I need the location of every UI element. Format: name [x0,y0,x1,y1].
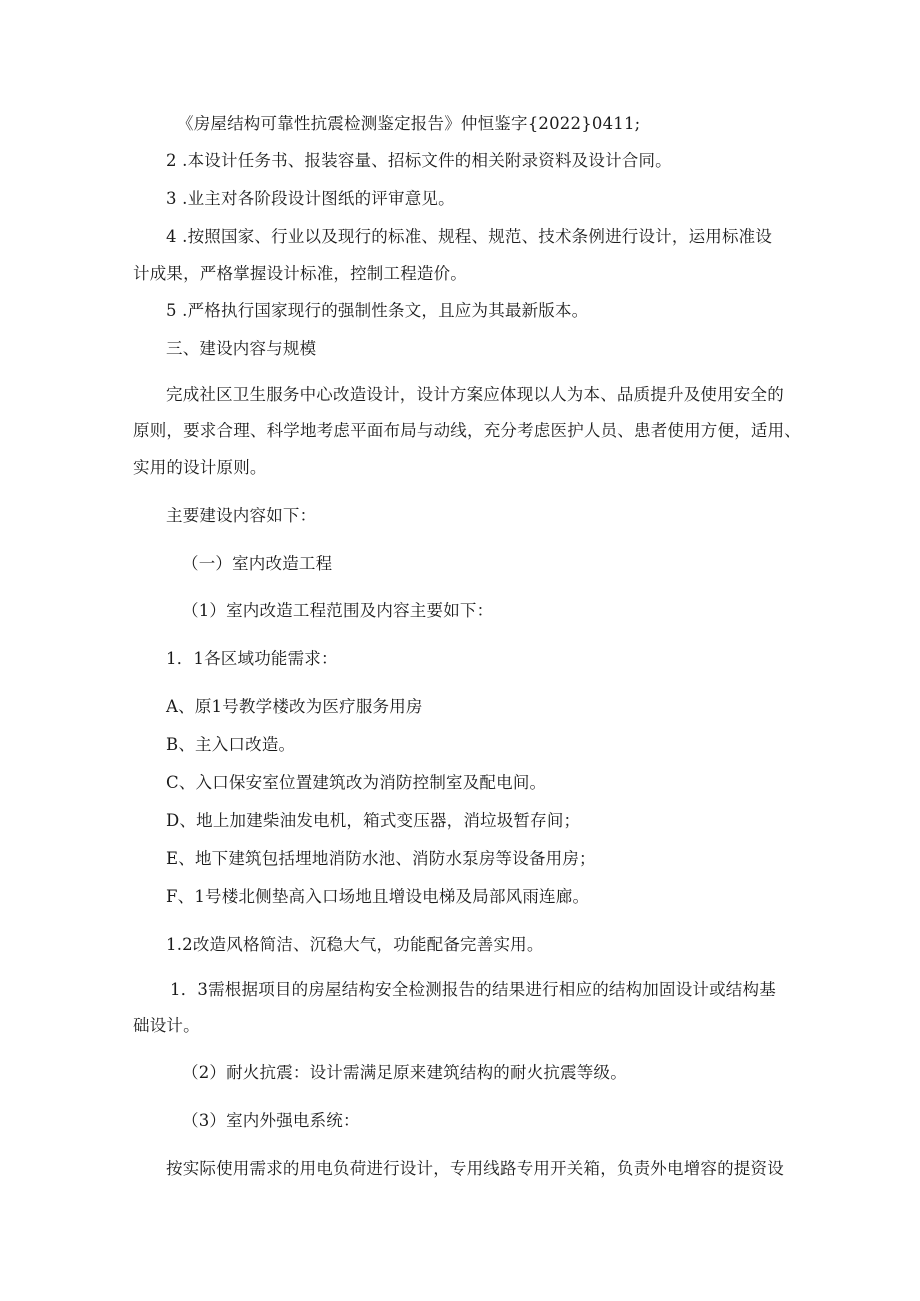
list-item: D、地上加建柴油发电机，箱式变压器，消垃圾暂存间； [166,811,581,830]
paragraph-line: 实用的设计原则。 [133,458,267,477]
paragraph-line: 原则，要求合理、科学地考虑平面布局与动线，充分考虑医护人员、患者使用方便，适用、 [133,421,801,440]
structure-requirement-line: 1．3需根据项目的房屋结构安全检测报告的结果进行相应的结构加固设计或结构基 [170,980,776,999]
style-requirement-line: 1.2改造风格简洁、沉稳大气，功能配备完善实用。 [166,935,544,954]
item-4-continuation: 计成果，严格掌握设计标准，控制工程造价。 [133,264,467,283]
structure-requirement-continuation: 础设计。 [133,1016,200,1035]
reference-report-line: 《房屋结构可靠性抗震检测鉴定报告》仲恒鉴字{2022}0411; [177,114,641,133]
paragraph-line: 完成社区卫生服务中心改造设计，设计方案应体现以人为本、品质提升及使用安全的 [166,385,784,404]
list-item: C、入口保安室位置建筑改为消防控制室及配电间。 [166,773,547,792]
scope-heading: （1）室内改造工程范围及内容主要如下： [182,601,494,620]
list-item: E、地下建筑包括埋地消防水池、消防水泵房等设备用房； [166,849,596,868]
power-system-paragraph: 按实际使用需求的用电负荷进行设计，专用线路专用开关箱，负责外电增容的提资设 [166,1159,784,1178]
section-heading: 三、建设内容与规模 [166,339,317,358]
item-5-line: 5 .严格执行国家现行的强制性条文，且应为其最新版本。 [166,301,589,320]
main-content-heading: 主要建设内容如下： [166,506,317,525]
list-heading: 1．1各区域功能需求： [166,649,338,668]
item-4-line: 4 .按照国家、行业以及现行的标准、规程、规范、技术条例进行设计，运用标准设 [166,227,773,246]
list-item: A、原1号教学楼改为医疗服务用房 [166,697,423,716]
list-item: B、主入口改造。 [166,735,296,754]
subsection-heading: （一）室内改造工程 [182,554,333,573]
power-system-heading: （3）室内外强电系统： [182,1111,360,1130]
item-2-line: 2 .本设计任务书、报装容量、招标文件的相关附录资料及设计合同。 [166,151,672,170]
list-item: F、1号楼北侧垫高入口场地且增设电梯及局部风雨连廊。 [166,887,590,906]
fire-seismic-line: （2）耐火抗震：设计需满足原来建筑结构的耐火抗震等级。 [182,1063,627,1082]
item-3-line: 3 .业主对各阶段设计图纸的评审意见。 [166,189,455,208]
